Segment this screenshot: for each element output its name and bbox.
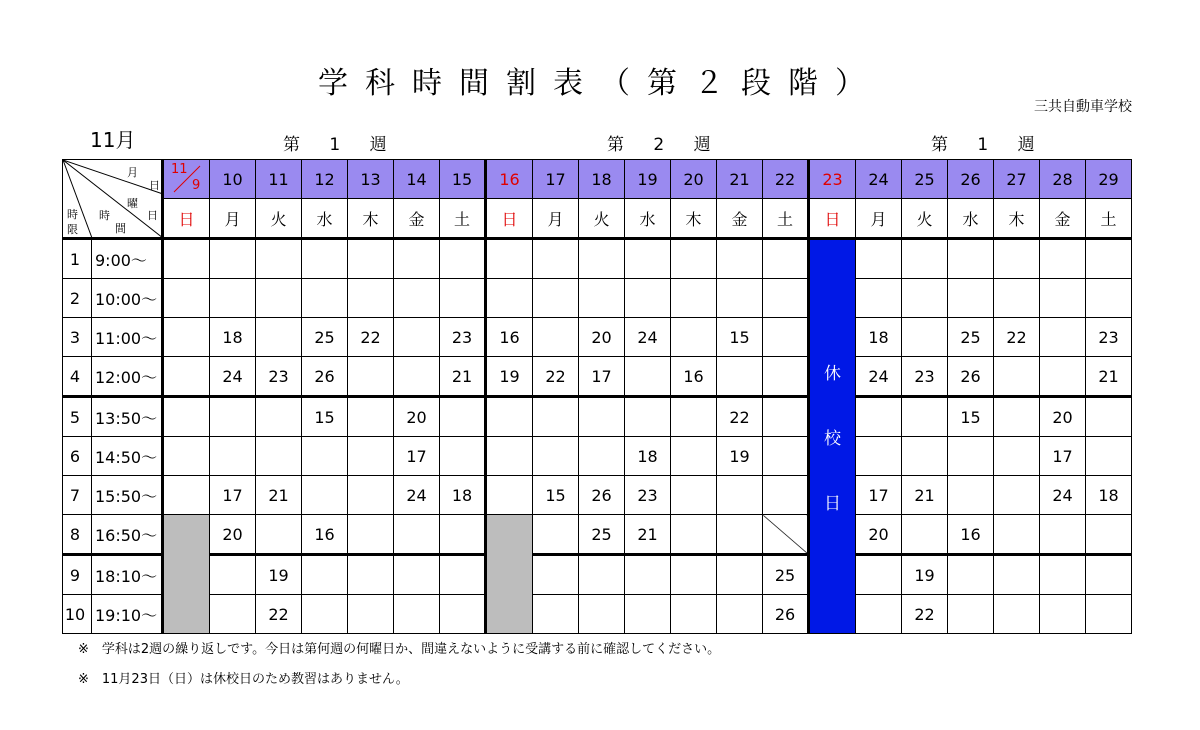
- class-cell: [302, 555, 348, 595]
- class-cell: 25: [948, 318, 994, 357]
- class-cell: [902, 437, 948, 476]
- class-cell: 21: [625, 515, 671, 555]
- weekday-cell: 水: [948, 199, 994, 239]
- class-cell: [394, 357, 440, 397]
- class-cell: [671, 595, 717, 634]
- weekday-cell: 日: [809, 199, 856, 239]
- corner-jigen-1: 時: [67, 208, 78, 221]
- weekday-cell: 月: [856, 199, 902, 239]
- class-cell: 22: [348, 318, 394, 357]
- corner-jikan-2: 間: [115, 222, 126, 235]
- period-number: 5: [63, 397, 92, 437]
- class-cell: [394, 515, 440, 555]
- class-cell: [163, 357, 210, 397]
- class-cell: [1086, 515, 1132, 555]
- class-cell: 16: [671, 357, 717, 397]
- class-cell: [302, 239, 348, 279]
- class-cell: 22: [256, 595, 302, 634]
- class-cell: [994, 357, 1040, 397]
- class-cell: [902, 239, 948, 279]
- date-cell: 19: [625, 160, 671, 199]
- corner-youbi-2: 日: [147, 209, 158, 222]
- weekday-cell: 土: [1086, 199, 1132, 239]
- class-cell: 25: [579, 515, 625, 555]
- class-cell: [579, 279, 625, 318]
- class-cell: 19: [717, 437, 763, 476]
- class-cell: 18: [210, 318, 256, 357]
- class-cell: [348, 595, 394, 634]
- class-cell: [348, 357, 394, 397]
- class-cell: [856, 397, 902, 437]
- class-cell: 23: [256, 357, 302, 397]
- class-cell: [256, 397, 302, 437]
- class-cell: [902, 318, 948, 357]
- date-cell: 28: [1040, 160, 1086, 199]
- class-cell: [625, 239, 671, 279]
- class-cell: 17: [579, 357, 625, 397]
- date-cell: 21: [717, 160, 763, 199]
- class-cell: 15: [948, 397, 994, 437]
- class-cell: [394, 239, 440, 279]
- class-cell: 21: [1086, 357, 1132, 397]
- class-cell: 22: [994, 318, 1040, 357]
- class-cell: [1086, 279, 1132, 318]
- class-cell: [671, 437, 717, 476]
- weekday-cell: 金: [1040, 199, 1086, 239]
- class-cell: [302, 437, 348, 476]
- class-cell: 20: [210, 515, 256, 555]
- class-cell: [902, 515, 948, 555]
- class-cell: 16: [948, 515, 994, 555]
- class-cell: [902, 279, 948, 318]
- class-cell: [348, 515, 394, 555]
- class-cell: [163, 397, 210, 437]
- class-cell: [1086, 595, 1132, 634]
- holiday-char: 休: [824, 364, 841, 384]
- class-cell: [671, 476, 717, 515]
- class-cell: [486, 279, 533, 318]
- class-cell: 16: [486, 318, 533, 357]
- class-cell: 17: [394, 437, 440, 476]
- class-cell: [717, 357, 763, 397]
- class-cell: [394, 555, 440, 595]
- page-title: 学科時間割表（第２段階）: [318, 66, 882, 101]
- corner-jikan-1: 時: [99, 209, 110, 222]
- class-cell: 17: [210, 476, 256, 515]
- class-cell: 20: [579, 318, 625, 357]
- weekday-cell: 金: [394, 199, 440, 239]
- class-cell-slashed: [763, 515, 809, 555]
- weekday-cell: 土: [763, 199, 809, 239]
- date-cell: 24: [856, 160, 902, 199]
- class-cell: 19: [486, 357, 533, 397]
- closed-cell: [163, 515, 210, 634]
- period-time: 19:10～: [92, 595, 163, 634]
- class-cell: [394, 279, 440, 318]
- class-cell: 24: [1040, 476, 1086, 515]
- date-cell: 26: [948, 160, 994, 199]
- class-cell: [948, 279, 994, 318]
- class-cell: 18: [440, 476, 486, 515]
- class-cell: 19: [902, 555, 948, 595]
- date-cell: 27: [994, 160, 1040, 199]
- class-cell: [671, 555, 717, 595]
- class-cell: 24: [625, 318, 671, 357]
- first-date-month: 11: [171, 162, 188, 177]
- class-cell: [348, 555, 394, 595]
- weekday-cell: 日: [163, 199, 210, 239]
- class-cell: 25: [763, 555, 809, 595]
- weekday-cell: 月: [533, 199, 579, 239]
- class-cell: [440, 279, 486, 318]
- class-cell: [994, 515, 1040, 555]
- corner-youbi-1: 曜: [127, 197, 138, 210]
- class-cell: [948, 239, 994, 279]
- class-cell: 19: [256, 555, 302, 595]
- period-number: 2: [63, 279, 92, 318]
- period-time: 13:50～: [92, 397, 163, 437]
- class-cell: [994, 476, 1040, 515]
- class-cell: [671, 279, 717, 318]
- date-cell: 25: [902, 160, 948, 199]
- class-cell: [948, 476, 994, 515]
- class-cell: [579, 239, 625, 279]
- weekday-cell: 木: [994, 199, 1040, 239]
- class-cell: 26: [302, 357, 348, 397]
- class-cell: [763, 357, 809, 397]
- class-cell: [856, 279, 902, 318]
- class-cell: [625, 279, 671, 318]
- class-cell: [579, 555, 625, 595]
- class-cell: 23: [902, 357, 948, 397]
- class-cell: [256, 515, 302, 555]
- period-time: 16:50～: [92, 515, 163, 555]
- class-cell: [1040, 318, 1086, 357]
- class-cell: 23: [1086, 318, 1132, 357]
- period-number: 8: [63, 515, 92, 555]
- header-corner: [63, 160, 163, 239]
- class-cell: [256, 437, 302, 476]
- class-cell: 24: [394, 476, 440, 515]
- weekday-cell: 火: [579, 199, 625, 239]
- class-cell: [625, 595, 671, 634]
- note-2: ※ 11月23日（日）は休校日のため教習はありません。: [78, 672, 409, 687]
- class-cell: [763, 437, 809, 476]
- class-cell: [579, 437, 625, 476]
- class-cell: 22: [533, 357, 579, 397]
- class-cell: [902, 397, 948, 437]
- class-cell: [1040, 239, 1086, 279]
- class-cell: [717, 239, 763, 279]
- class-cell: [302, 595, 348, 634]
- class-cell: [163, 318, 210, 357]
- class-cell: [533, 437, 579, 476]
- class-cell: [394, 318, 440, 357]
- class-cell: [671, 318, 717, 357]
- note-1: ※ 学科は2週の繰り返しです。今日は第何週の何曜日か、間違えないように受講する前に確認してください。: [78, 642, 721, 657]
- class-cell: [1086, 397, 1132, 437]
- class-cell: [763, 279, 809, 318]
- date-cell: 23: [809, 160, 856, 199]
- class-cell: [533, 515, 579, 555]
- date-cell: 18: [579, 160, 625, 199]
- class-cell: [1086, 437, 1132, 476]
- class-cell: 23: [625, 476, 671, 515]
- period-number: 1: [63, 239, 92, 279]
- class-cell: [763, 476, 809, 515]
- period-time: 14:50～: [92, 437, 163, 476]
- class-cell: 15: [533, 476, 579, 515]
- class-cell: [1040, 515, 1086, 555]
- period-time: 10:00～: [92, 279, 163, 318]
- class-cell: [210, 437, 256, 476]
- period-number: 4: [63, 357, 92, 397]
- class-cell: [163, 437, 210, 476]
- class-cell: [671, 239, 717, 279]
- class-cell: 24: [856, 357, 902, 397]
- class-cell: [348, 397, 394, 437]
- class-cell: [486, 239, 533, 279]
- date-cell: 29: [1086, 160, 1132, 199]
- date-cell: 13: [348, 160, 394, 199]
- class-cell: [948, 555, 994, 595]
- class-cell: [486, 397, 533, 437]
- class-cell: [1086, 239, 1132, 279]
- class-cell: [717, 279, 763, 318]
- weekday-cell: 日: [486, 199, 533, 239]
- class-cell: [717, 515, 763, 555]
- class-cell: [763, 397, 809, 437]
- class-cell: [763, 318, 809, 357]
- weekday-cell: 金: [717, 199, 763, 239]
- class-cell: [1040, 595, 1086, 634]
- class-cell: [440, 239, 486, 279]
- class-cell: 17: [856, 476, 902, 515]
- class-cell: [856, 555, 902, 595]
- first-date-day: 9: [192, 178, 201, 193]
- class-cell: [486, 476, 533, 515]
- corner-diagonals: [63, 160, 164, 238]
- date-cell: 12: [302, 160, 348, 199]
- class-cell: [717, 476, 763, 515]
- class-cell: [256, 239, 302, 279]
- class-cell: [394, 595, 440, 634]
- holiday-char: 校: [824, 429, 841, 449]
- class-cell: [163, 239, 210, 279]
- date-cell: 17: [533, 160, 579, 199]
- class-cell: [994, 555, 1040, 595]
- class-cell: [210, 555, 256, 595]
- timetable: [62, 159, 1132, 634]
- period-number: 7: [63, 476, 92, 515]
- class-cell: 15: [717, 318, 763, 357]
- class-cell: [348, 476, 394, 515]
- period-time: 11:00～: [92, 318, 163, 357]
- class-cell: 24: [210, 357, 256, 397]
- class-cell: [1040, 279, 1086, 318]
- date-cell: 22: [763, 160, 809, 199]
- weekday-cell: 火: [902, 199, 948, 239]
- period-number: 6: [63, 437, 92, 476]
- week-label-2: 第 2 週: [607, 135, 723, 155]
- class-cell: [579, 595, 625, 634]
- class-cell: 18: [625, 437, 671, 476]
- class-cell: [625, 357, 671, 397]
- class-cell: 20: [856, 515, 902, 555]
- weekday-cell: 月: [210, 199, 256, 239]
- class-cell: 18: [1086, 476, 1132, 515]
- class-cell: [348, 239, 394, 279]
- weekday-cell: 水: [625, 199, 671, 239]
- class-cell: 22: [717, 397, 763, 437]
- class-cell: [1040, 357, 1086, 397]
- week-label-1: 第 1 週: [283, 135, 399, 155]
- class-cell: 15: [302, 397, 348, 437]
- class-cell: 18: [856, 318, 902, 357]
- class-cell: [856, 595, 902, 634]
- class-cell: [440, 595, 486, 634]
- class-cell: 22: [902, 595, 948, 634]
- class-cell: 16: [302, 515, 348, 555]
- period-time: 18:10～: [92, 555, 163, 595]
- holiday-char: 日: [824, 494, 841, 514]
- class-cell: [994, 397, 1040, 437]
- weekday-cell: 火: [256, 199, 302, 239]
- corner-day: 日: [149, 179, 160, 192]
- class-cell: [210, 397, 256, 437]
- class-cell: [348, 279, 394, 318]
- class-cell: 21: [256, 476, 302, 515]
- class-cell: [440, 437, 486, 476]
- class-cell: [440, 515, 486, 555]
- class-cell: [348, 437, 394, 476]
- class-cell: [1086, 555, 1132, 595]
- class-cell: [210, 239, 256, 279]
- month-label: 11月: [90, 128, 136, 152]
- class-cell: [1040, 555, 1086, 595]
- class-cell: [163, 476, 210, 515]
- class-cell: 26: [763, 595, 809, 634]
- weekday-cell: 土: [440, 199, 486, 239]
- class-cell: [533, 397, 579, 437]
- period-time: 15:50～: [92, 476, 163, 515]
- holiday-cell: [809, 239, 856, 634]
- class-cell: [579, 397, 625, 437]
- class-cell: [533, 555, 579, 595]
- date-cell: 16: [486, 160, 533, 199]
- class-cell: 21: [440, 357, 486, 397]
- class-cell: [948, 595, 994, 634]
- class-cell: [533, 318, 579, 357]
- date-cell: 14: [394, 160, 440, 199]
- class-cell: 17: [1040, 437, 1086, 476]
- class-cell: [256, 318, 302, 357]
- class-cell: [163, 279, 210, 318]
- class-cell: [210, 595, 256, 634]
- class-cell: [994, 437, 1040, 476]
- class-cell: [671, 397, 717, 437]
- class-cell: 20: [1040, 397, 1086, 437]
- class-cell: [671, 515, 717, 555]
- date-cell: 15: [440, 160, 486, 199]
- class-cell: [717, 595, 763, 634]
- week-label-3: 第 1 週: [931, 135, 1047, 155]
- class-cell: [994, 239, 1040, 279]
- class-cell: [856, 437, 902, 476]
- class-cell: [533, 239, 579, 279]
- corner-month: 月: [127, 166, 138, 179]
- class-cell: 23: [440, 318, 486, 357]
- class-cell: 26: [948, 357, 994, 397]
- date-cell: 20: [671, 160, 717, 199]
- period-number: 9: [63, 555, 92, 595]
- class-cell: [302, 476, 348, 515]
- class-cell: [948, 437, 994, 476]
- class-cell: [625, 397, 671, 437]
- class-cell: [440, 555, 486, 595]
- class-cell: [486, 437, 533, 476]
- weekday-cell: 木: [671, 199, 717, 239]
- class-cell: [763, 239, 809, 279]
- class-cell: [302, 279, 348, 318]
- date-cell: 10: [210, 160, 256, 199]
- period-time: 9:00～: [92, 239, 163, 279]
- class-cell: [256, 279, 302, 318]
- class-cell: 26: [579, 476, 625, 515]
- class-cell: 20: [394, 397, 440, 437]
- period-time: 12:00～: [92, 357, 163, 397]
- class-cell: 21: [902, 476, 948, 515]
- class-cell: [994, 595, 1040, 634]
- closed-cell: [486, 515, 533, 634]
- class-cell: [210, 279, 256, 318]
- class-cell: 25: [302, 318, 348, 357]
- date-cell: 11: [256, 160, 302, 199]
- class-cell: [994, 279, 1040, 318]
- class-cell: [625, 555, 671, 595]
- class-cell: [533, 595, 579, 634]
- weekday-cell: 木: [348, 199, 394, 239]
- date-cell-11-9: [163, 160, 210, 199]
- class-cell: [856, 239, 902, 279]
- weekday-cell: 水: [302, 199, 348, 239]
- school-name: 三共自動車学校: [1034, 99, 1132, 115]
- class-cell: [533, 279, 579, 318]
- corner-jigen-2: 限: [67, 223, 78, 236]
- period-number: 3: [63, 318, 92, 357]
- period-number: 10: [63, 595, 92, 634]
- class-cell: [717, 555, 763, 595]
- class-cell: [440, 397, 486, 437]
